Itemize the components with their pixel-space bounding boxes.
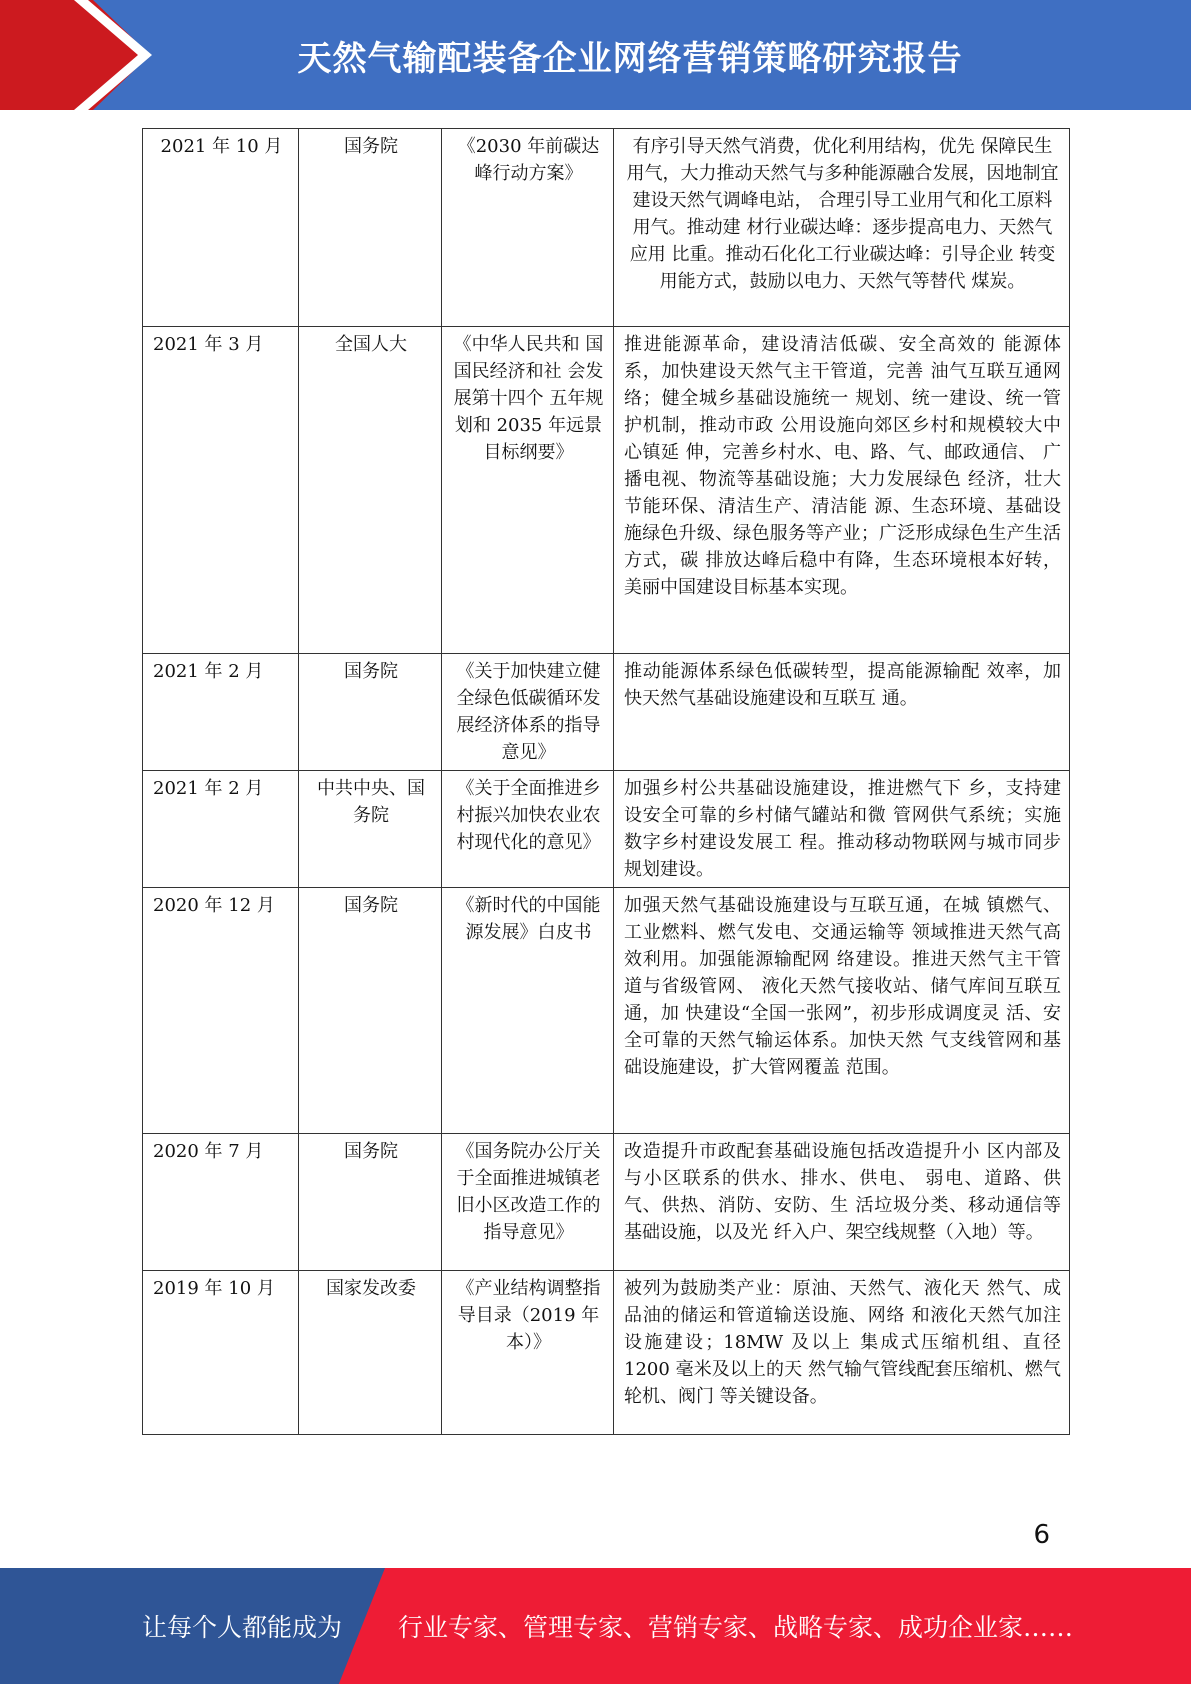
row-document: 《新时代的中国能源发展》白皮书 [442, 888, 614, 1134]
row-org: 国务院 [299, 888, 442, 1134]
row-date: 2021 年 2 月 [143, 771, 299, 888]
row-document: 《关于加快建立健全绿色低碳循环发展经济体系的指导意见》 [442, 654, 614, 771]
footer-slogan-left: 让每个人都能成为 [142, 1613, 343, 1642]
row-org: 中共中央、国务院 [299, 771, 442, 888]
row-content: 有序引导天然气消费，优化利用结构，优先 保障民生用气，大力推动天然气与多种能源融合发展，因地制宜建设天然气调峰电站， 合理引导工业用气和化工原料用气。推动建 材行业碳达峰：逐步提高电力、天然气应用 比重。推动石化化工行业碳达峰：引导企业 转变用能方式，鼓励以电力、天然气等替代 煤炭。 [614, 129, 1070, 327]
row-org: 国务院 [299, 129, 442, 327]
row-document: 《关于全面推进乡村振兴加快农业农村现代化的意见》 [442, 771, 614, 888]
row-content: 改造提升市政配套基础设施包括改造提升小 区内部及与小区联系的供水、排水、供电、 弱电、道路、供气、供热、消防、安防、生 活垃圾分类、移动通信等基础设施，以及光 纤入户、架空线规整（入地）等。 [614, 1134, 1070, 1271]
row-content: 加强乡村公共基础设施建设，推进燃气下 乡，支持建设安全可靠的乡村储气罐站和微 管网供气系统；实施数字乡村建设发展工 程。推动移动物联网与城市同步规划建设。 [614, 771, 1070, 888]
table-row [143, 327, 1070, 654]
table-row [143, 888, 1070, 1134]
row-date: 2020 年 12 月 [143, 888, 299, 1134]
page-header [0, 0, 1191, 110]
row-org: 国务院 [299, 1134, 442, 1271]
table-row [143, 1271, 1070, 1435]
row-content: 加强天然气基础设施建设与互联互通，在城 镇燃气、工业燃料、燃气发电、交通运输等 领域推进天然气高效利用。加强能源输配网 络建设。推进天然气主干管道与省级管网、 液化天然气接收站、储气库间互联互通，加 快建设“全国一张网”，初步形成调度灵 活、安全可靠的天然气输运体系。加快天然 气支线管网和基础设施建设，扩大管网覆盖 范围。 [614, 888, 1070, 1134]
row-date: 2021 年 10 月 [143, 129, 299, 327]
table-row [143, 129, 1070, 327]
row-date: 2021 年 3 月 [143, 327, 299, 654]
row-document: 《国务院办公厅关于全面推进城镇老旧小区改造工作的指导意见》 [442, 1134, 614, 1271]
row-org: 国家发改委 [299, 1271, 442, 1435]
page-number: 6 [1033, 1520, 1050, 1550]
row-content: 推进能源革命，建设清洁低碳、安全高效的 能源体系，加快建设天然气主干管道，完善 油气互联互通网络；健全城乡基础设施统一 规划、统一建设、统一管护机制，推动市政 公用设施向郊区乡村和规模较大中心镇延 伸，完善乡村水、电、路、气、邮政通信、 广播电视、物流等基础设施；大力发展绿色 经济，壮大节能环保、清洁生产、清洁能 源、生态环境、基础设施绿色升级、绿色服务等产业；广泛形成绿色生产生活方式，碳 排放达峰后稳中有降，生态环境根本好转， 美丽中国建设目标基本实现。 [614, 327, 1070, 654]
row-document: 《2030 年前碳达峰行动方案》 [442, 129, 614, 327]
report-title: 天然气输配装备企业网络营销策略研究报告 [297, 38, 963, 79]
policy-table [142, 128, 1070, 1435]
table-row [143, 771, 1070, 888]
row-content: 被列为鼓励类产业：原油、天然气、液化天 然气、成品油的储运和管道输送设施、网络 和液化天然气加注设施建设；18MW 及以上 集成式压缩机组、直径 1200 毫米及以上的天 然气输气管线配套压缩机、燃气轮机、阀门 等关键设备。 [614, 1271, 1070, 1435]
row-org: 国务院 [299, 654, 442, 771]
footer-slogan-right: 行业专家、管理专家、营销专家、战略专家、成功企业家…… [398, 1613, 1074, 1642]
row-document: 《产业结构调整指导目录（2019 年本）》 [442, 1271, 614, 1435]
row-date: 2021 年 2 月 [143, 654, 299, 771]
row-document: 《中华人民共和 国国民经济和社 会发展第十四个 五年规划和 2035 年远景目标纲要》 [442, 327, 614, 654]
table-row [143, 654, 1070, 771]
row-content: 推动能源体系绿色低碳转型，提高能源输配 效率，加快天然气基础设施建设和互联互 通。 [614, 654, 1070, 771]
header-red-arrow [0, 0, 150, 110]
row-date: 2019 年 10 月 [143, 1271, 299, 1435]
page-footer [0, 1568, 1191, 1684]
table-row [143, 1134, 1070, 1271]
row-org: 全国人大 [299, 327, 442, 654]
row-date: 2020 年 7 月 [143, 1134, 299, 1271]
